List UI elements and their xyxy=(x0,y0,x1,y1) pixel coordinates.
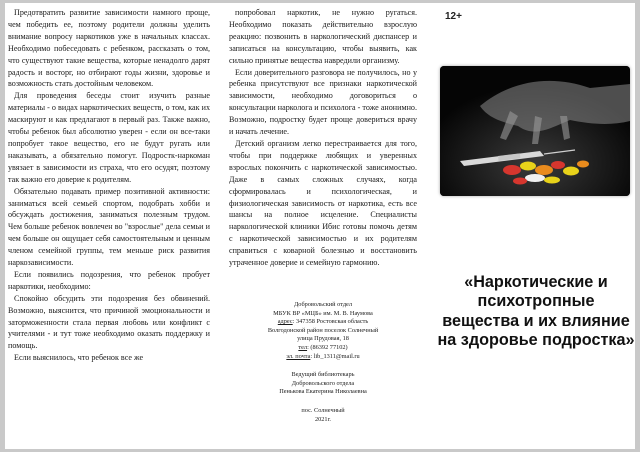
contacts-footer xyxy=(229,301,417,424)
email-label: эл. почта xyxy=(286,352,311,360)
brochure-title: «Наркотические и психотропные вещества и их влияние на здоровье подростка» xyxy=(437,273,635,350)
paragraph: Для проведения беседы стоит изучить разные материалы - о видах наркотических веществ, о том, как их маскируют и как предлагают в первый раз. Также важно, чтобы ребенок был абсолютно уверен - если он все-таки попробует такое вещество, его не будут ругать или наказывать, а обязательно помогут. Подростк-наркоман увязает в зависимости из страха, что его осудят, поэтому так важно его доверие к родителям. xyxy=(8,91,210,184)
address-line-3: улица Прудовая, 18 xyxy=(297,335,349,343)
org-name-full: МБУК ВР «МЦБ» им. М. В. Наумова xyxy=(273,309,373,317)
place: пос. Солнечный xyxy=(301,406,345,414)
email-value: : lib_1311@mail.ru xyxy=(310,352,360,360)
cover-photo xyxy=(440,66,630,196)
author-dept: Добровольского отдела xyxy=(291,379,355,387)
paragraph: Если появились подозрения, что ребенок пробует наркотики, необходимо: xyxy=(8,269,210,291)
paragraph: Предотвратить развитие зависимости намного проще, чем победить ее, поэтому родители должны уделить внимание вопросу наркотиков уже в начальных классах. Необходимо побеседовать с ребенком, рассказать о том, что существуют такие вещества, которые ненадолго дарят радость и восторг, но отбирают годы жизни, здоровье и возможность стать достойным человеком. xyxy=(8,8,210,89)
year: 2021г. xyxy=(314,415,332,423)
paragraph: Если доверительного разговора не получилось, но у ребенка присутствуют все признаки наркотической зависимости, необходимо договориться о консультации нарколога и психолога - тоже анонимно. Возможно, подростку будет проще довериться врачу и начать лечение. xyxy=(229,67,417,137)
org-name: Добровольский отдел xyxy=(294,301,352,308)
left-text-column xyxy=(8,7,210,364)
address-label: адрес xyxy=(277,318,293,326)
paragraph: Спокойно обсудить эти подозрения без обвинений. Возможно, выяснится, что причиной эмоциональности и заторможенности стала первая любовь или конфликт с учителями - и тут тоже необходимо оказать поддержку и помощь. xyxy=(8,293,210,351)
email-line xyxy=(229,353,417,362)
address-line xyxy=(229,318,417,327)
phone-line xyxy=(229,344,417,353)
paragraph: Если выяснилось, что ребенок все же xyxy=(14,353,144,363)
address-line-2: Волгодонской район поселок Солнечный xyxy=(267,326,379,334)
middle-text-column xyxy=(229,7,417,269)
phone-value: : (86392 77102) xyxy=(307,343,348,351)
author-role: Ведущий библиотекарь xyxy=(291,371,355,379)
brochure-page xyxy=(5,3,635,449)
paragraph: Детский организм легко перестраивается для того, чтобы при поддержке любящих и уверенных взрослых покончить с наркотической зависимостью. Даже в самых сложных случаях, когда сформировалась и психологическая, и физиологическая зависимость от наркотика, есть все шансы на полное исцеление. Специалисты наркологической клиники Ибис готовы помочь детям с наркотической зависимостью и их родителям справиться с коварной болезнью и восстановить утраченное доверие и семейную гармонию. xyxy=(229,138,417,268)
pills-and-syringe-image xyxy=(440,66,630,196)
age-rating-badge: 12+ xyxy=(445,11,462,22)
author-name: Пенькова Екатерина Николаевна xyxy=(279,388,367,396)
phone-label: тел xyxy=(298,343,308,351)
paragraph: попробовал наркотик, не нужно ругаться. Необходимо показать действительно взрослую реакцию: позвонить в наркологический диспансер и записаться на консультацию, чтобы выявить, как сильно принятые вещества навредили организму. xyxy=(229,8,417,65)
paragraph: Обязательно подавать пример позитивной активности: заниматься всей семьей спортом, подобрать хобби и обсуждать достижения, заниматься полезным трудом. Чем больше ребенок вовлечен во "взрослые" дела семьи и чем больше он ощущает себя самостоятельным и ценным членом семейной группы, тем меньше риск развития наркозависимости. xyxy=(8,186,210,268)
address-value: : 347358 Ростовская область xyxy=(292,318,369,326)
